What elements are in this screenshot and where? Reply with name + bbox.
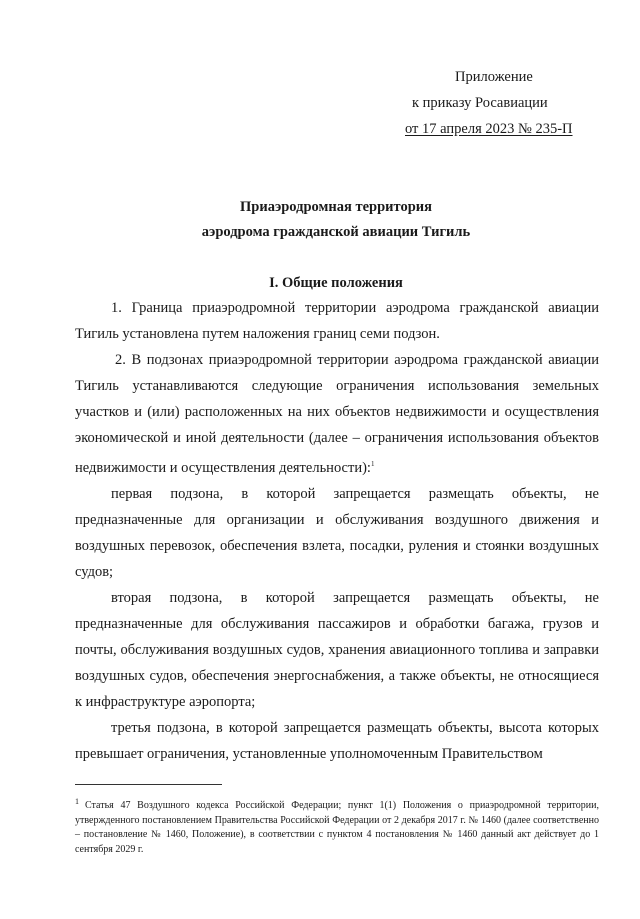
paragraph-2-text: 2. В подзонах приаэродромной территории аэродрома гражданской авиации Тигиль устанавливаются следующие ограничения использования земельных участков и (или) расположенных на них объектов недвижимости и осуществления экономической и иной деятельности (далее – ограничения использования объектов недвижимости и осуществления деятельности):: [75, 352, 599, 476]
footnote: [75, 795, 599, 857]
order-reference: к приказу Росавиации: [412, 95, 548, 111]
paragraph-subzone-3: третья подзона, в которой запрещается размещать объекты, высота которых превышает ограничения, установленные уполномоченным Правительством: [75, 720, 599, 762]
order-date-number: от 17 апреля 2023 № 235-П: [405, 121, 573, 137]
footnote-reference[interactable]: 1: [370, 460, 375, 468]
section-heading: I. Общие положения: [269, 275, 403, 291]
paragraph-subzone-2: вторая подзона, в которой запрещается размещать объекты, не предназначенные для обслуживания пассажиров и обработки багажа, грузов и почты, обслуживания воздушных судов, хранения авиационного топлива и заправки воздушных судов, обеспечения энергоснабжения, а также объекты, не относящиеся к инфраструктуре аэропорта;: [75, 590, 599, 710]
footnote-text: Статья 47 Воздушного кодекса Российской Федерации; пункт 1(1) Положения о приаэродромной территории, утвержденного постановлением Правительства Российской Федерации от 2 декабря 2017 г. № 1460 (далее соответственно – постановление № 1460, Положение), в соответствии с пунктом 4 постановления № 1460 данный акт действует до 1 сентября 2029 г.: [75, 800, 599, 855]
paragraph-2: [75, 347, 599, 481]
document-title-line1: Приаэродромная территория: [240, 199, 432, 215]
paragraph-subzone-1: первая подзона, в которой запрещается размещать объекты, не предназначенные для организации и обслуживания воздушного движения и воздушных перевозок, обеспечения взлета, посадки, руления и стоянки воздушных судов;: [75, 486, 599, 580]
appendix-label: Приложение: [455, 69, 533, 85]
footnote-divider: [75, 784, 222, 785]
document-title-line2: аэродрома гражданской авиации Тигиль: [201, 224, 471, 240]
footnote-marker: 1: [75, 797, 79, 806]
document-body: [75, 295, 599, 767]
paragraph-1: 1. Граница приаэродромной территории аэродрома гражданской авиации Тигиль установлена путем наложения границ семи подзон.: [75, 300, 599, 342]
